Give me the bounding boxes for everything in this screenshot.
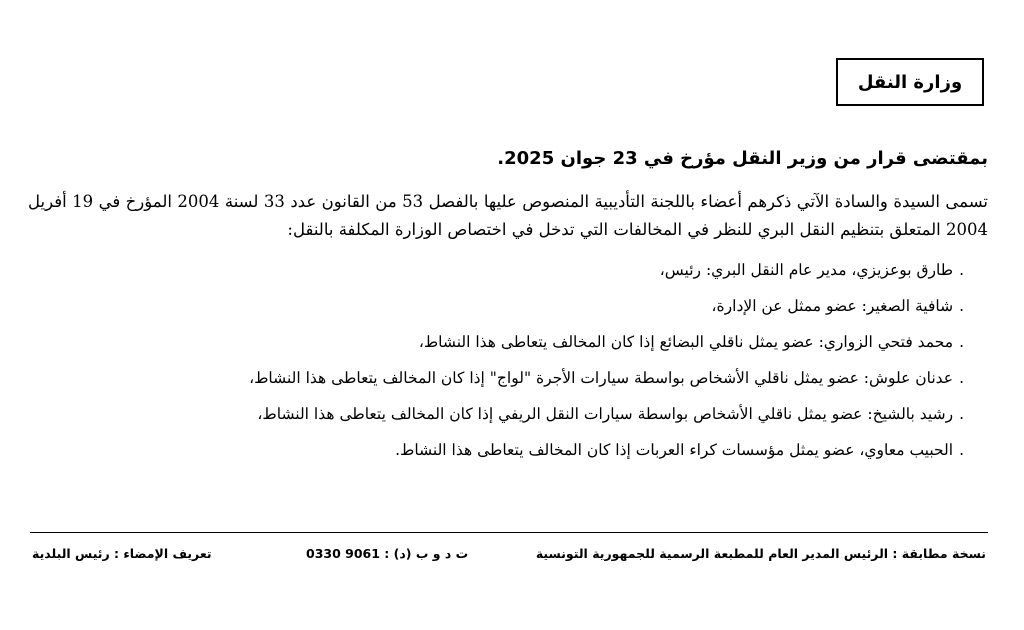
signature-note: تعريف الإمضاء : رئيس البلدية bbox=[32, 546, 212, 561]
members-list bbox=[249, 256, 964, 472]
ministry-name: وزارة النقل bbox=[857, 71, 963, 93]
list-item bbox=[249, 364, 964, 400]
bullet: . bbox=[959, 369, 964, 387]
bullet: . bbox=[959, 297, 964, 315]
account-number: 0330 9061 bbox=[306, 546, 380, 561]
member-text: شافية الصغير: عضو ممثل عن الإدارة، bbox=[711, 297, 954, 315]
bullet: . bbox=[959, 441, 964, 459]
list-item bbox=[249, 328, 964, 364]
member-text: طارق بوعزيزي، مدير عام النقل البري: رئيس، bbox=[659, 261, 954, 279]
member-text: رشيد بالشيخ: عضو يمثل ناقلي الأشخاص بواسطة سيارات النقل الريفي إذا كان المخالف يتعاطى هذا النشاط، bbox=[257, 405, 954, 423]
footer-divider bbox=[30, 532, 988, 533]
bullet: . bbox=[959, 405, 964, 423]
member-text: محمد فتحي الزواري: عضو يمثل ناقلي البضائع إذا كان المخالف يتعاطى هذا النشاط، bbox=[418, 333, 954, 351]
member-text: الحبيب معاوي، عضو يمثل مؤسسات كراء العربات إذا كان المخالف يتعاطى هذا النشاط. bbox=[395, 441, 954, 459]
member-text: عدنان علوش: عضو يمثل ناقلي الأشخاص بواسطة سيارات الأجرة "لواج" إذا كان المخالف يتعاطى هذا النشاط، bbox=[249, 369, 954, 387]
decree-title: بمقتضى قرار من وزير النقل مؤرخ في 23 جوان 2025. bbox=[497, 148, 988, 169]
list-item bbox=[249, 292, 964, 328]
bullet: . bbox=[959, 333, 964, 351]
list-item bbox=[249, 256, 964, 292]
list-item bbox=[249, 400, 964, 436]
decree-intro-paragraph: تسمى السيدة والسادة الآتي ذكرهم أعضاء باللجنة التأديبية المنصوص عليها بالفصل 53 من القانون عدد 33 لسنة 2004 المؤرخ في 19 أفريل 2004 المتعلق بتنظيم النقل البري للنظر في المخالفات التي تدخل في اختصاص الوزارة المكلفة بالنقل: bbox=[28, 192, 989, 239]
list-item bbox=[249, 436, 964, 472]
account-reference bbox=[306, 546, 468, 561]
certified-copy-note: نسخة مطابقة : الرئيس المدير العام للمطبعة الرسمية للجمهورية التونسية bbox=[535, 546, 986, 561]
ministry-box bbox=[836, 58, 984, 106]
bullet: . bbox=[959, 261, 964, 279]
account-label: ت د و ب (د) : bbox=[384, 546, 469, 561]
